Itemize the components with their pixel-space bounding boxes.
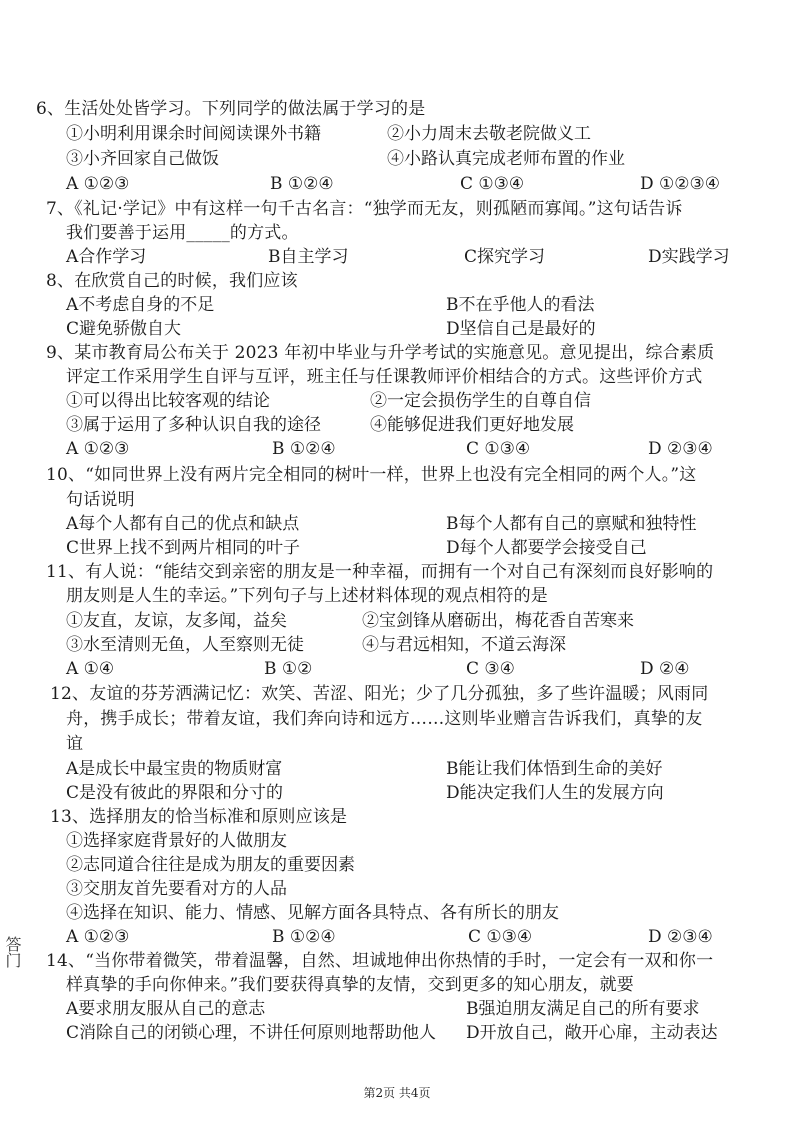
question-8-stem: 8、在欣赏自己的时候，我们应该 <box>46 271 298 291</box>
question-11-choice-b: B ①② <box>264 659 313 679</box>
question-14-option-a: A要求朋友服从自己的意志 <box>66 999 266 1019</box>
question-13-stem: 13、选择朋友的恰当标准和原则应该是 <box>50 807 348 827</box>
question-13-choice-a: A ①②③ <box>66 927 130 947</box>
question-9-choice-b: B ①②④ <box>272 439 336 459</box>
question-13-choice-c: C ①③④ <box>468 927 533 947</box>
question-6-choice-a: A ①②③ <box>66 174 130 194</box>
question-6-item-3: ③小齐回家自己做饭 <box>66 149 219 169</box>
question-9-stem-line-2: 评定工作采用学生自评与互评，班主任与任课教师评价相结合的方式。这些评价方式 <box>66 367 703 387</box>
question-7-choice-a: A合作学习 <box>66 247 147 267</box>
question-13-choice-d: D ②③④ <box>648 927 713 947</box>
question-10-option-d: D每个人都要学会接受自己 <box>446 538 647 558</box>
question-11-stem-line-1: 11、有人说：“能结交到亲密的朋友是一种幸福，而拥有一个对自己有深刻而良好影响的 <box>46 562 714 582</box>
question-11-item-4: ④与君远相知，不道云海深 <box>362 635 566 655</box>
question-14-stem-line-1: 14、“当你带着微笑，带着温馨，自然、坦诚地伸出你热情的手时，一定会有一双和你一 <box>46 951 714 971</box>
question-11-choice-d: D ②④ <box>640 659 690 679</box>
question-8-option-c: C避免骄傲自大 <box>66 319 182 339</box>
question-6-choice-b: B ①②④ <box>270 174 334 194</box>
page-footer: 第2页 共4页 <box>363 1086 431 1100</box>
question-12-option-d: D能决定我们人生的发展方向 <box>446 783 664 803</box>
question-13-item-1: ①选择家庭背景好的人做朋友 <box>66 831 287 851</box>
question-12-stem-line-1: 12、友谊的芬芳洒满记忆：欢笑、苦涩、阳光；少了几分孤独，多了些许温暖；风雨同 <box>50 684 709 704</box>
question-9-choice-d: D ②③④ <box>648 439 713 459</box>
question-8-option-d: D坚信自己是最好的 <box>446 319 596 339</box>
question-13-item-4: ④选择在知识、能力、情感、见解方面各具特点、各有所长的朋友 <box>66 903 559 923</box>
question-8-option-a: A不考虑自身的不足 <box>66 295 215 315</box>
margin-binding-note: 答门 <box>3 936 22 968</box>
question-6-stem: 6、生活处处皆学习。下列同学的做法属于学习的是 <box>36 99 426 119</box>
question-8-option-b: B不在乎他人的看法 <box>446 295 595 315</box>
question-14-option-b: B强迫朋友满足自己的所有要求 <box>466 999 700 1019</box>
question-9-choice-a: A ①②③ <box>66 439 130 459</box>
question-10-option-b: B每个人都有自己的禀赋和独特性 <box>446 514 697 534</box>
question-12-option-c: C是没有彼此的界限和分寸的 <box>66 783 284 803</box>
question-11-choice-a: A ①④ <box>66 659 115 679</box>
question-11-choice-c: C ③④ <box>466 659 515 679</box>
question-7-choice-d: D实践学习 <box>648 247 730 267</box>
question-11-item-3: ③水至清则无鱼，人至察则无徒 <box>66 635 304 655</box>
question-9-item-1: ①可以得出比较客观的结论 <box>66 391 270 411</box>
question-14-option-d: D开放自己，敞开心扉，主动表达 <box>466 1023 718 1043</box>
question-11-stem-line-2: 朋友则是人生的幸运。”下列句子与上述材料体现的观点相符的是 <box>66 586 548 606</box>
question-9-item-2: ②一定会损伤学生的自尊自信 <box>370 391 591 411</box>
question-6-choice-d: D ①②③④ <box>640 174 720 194</box>
question-11-item-1: ①友直，友谅，友多闻，益矣 <box>66 611 287 631</box>
question-14-stem-line-2: 样真挚的手向你伸来。”我们要获得真挚的友情，交到更多的知心朋友，就要 <box>66 975 634 995</box>
question-13-item-2: ②志同道合往往是成为朋友的重要因素 <box>66 855 355 875</box>
question-12-option-b: B能让我们体悟到生命的美好 <box>446 759 663 779</box>
question-6-item-4: ④小路认真完成老师布置的作业 <box>387 149 625 169</box>
question-10-stem-line-1: 10、“如同世界上没有两片完全相同的树叶一样，世界上也没有完全相同的两个人。”这 <box>46 465 697 485</box>
question-6-item-2: ②小力周末去敬老院做义工 <box>387 124 591 144</box>
question-13-item-3: ③交朋友首先要看对方的人品 <box>66 879 287 899</box>
question-12-option-a: A是成长中最宝贵的物质财富 <box>66 759 283 779</box>
question-10-stem-line-2: 句话说明 <box>66 490 135 510</box>
question-9-stem-line-1: 9、某市教育局公布关于 2023 年初中毕业与升学考试的实施意见。意见提出，综合素质 <box>46 343 715 363</box>
question-7-stem-line-2: 我们要善于运用_____的方式。 <box>66 223 299 243</box>
question-9-item-4: ④能够促进我们更好地发展 <box>370 415 574 435</box>
question-10-option-c: C世界上找不到两片相同的叶子 <box>66 538 301 558</box>
question-10-option-a: A每个人都有自己的优点和缺点 <box>66 514 300 534</box>
question-12-stem-line-2: 舟，携手成长；带着友谊，我们奔向诗和远方……这则毕业赠言告诉我们，真挚的友 <box>66 709 703 729</box>
question-7-stem-line-1: 7、《礼记·学记》中有这样一句千古名言：“独学而无友，则孤陋而寡闻。”这句话告诉 <box>46 199 683 219</box>
question-9-item-3: ③属于运用了多种认识自我的途径 <box>66 415 321 435</box>
question-9-choice-c: C ①③④ <box>466 439 531 459</box>
question-7-choice-c: C探究学习 <box>464 247 546 267</box>
question-12-stem-line-3: 谊 <box>66 734 84 754</box>
question-13-choice-b: B ①②④ <box>272 927 336 947</box>
question-14-option-c: C消除自己的闭锁心理，不讲任何原则地帮助他人 <box>66 1023 437 1043</box>
question-11-item-2: ②宝剑锋从磨砺出，梅花香自苦寒来 <box>362 611 634 631</box>
question-6-choice-c: C ①③④ <box>460 174 525 194</box>
question-6-item-1: ①小明利用课余时间阅读课外书籍 <box>66 124 321 144</box>
question-7-choice-b: B自主学习 <box>268 247 349 267</box>
